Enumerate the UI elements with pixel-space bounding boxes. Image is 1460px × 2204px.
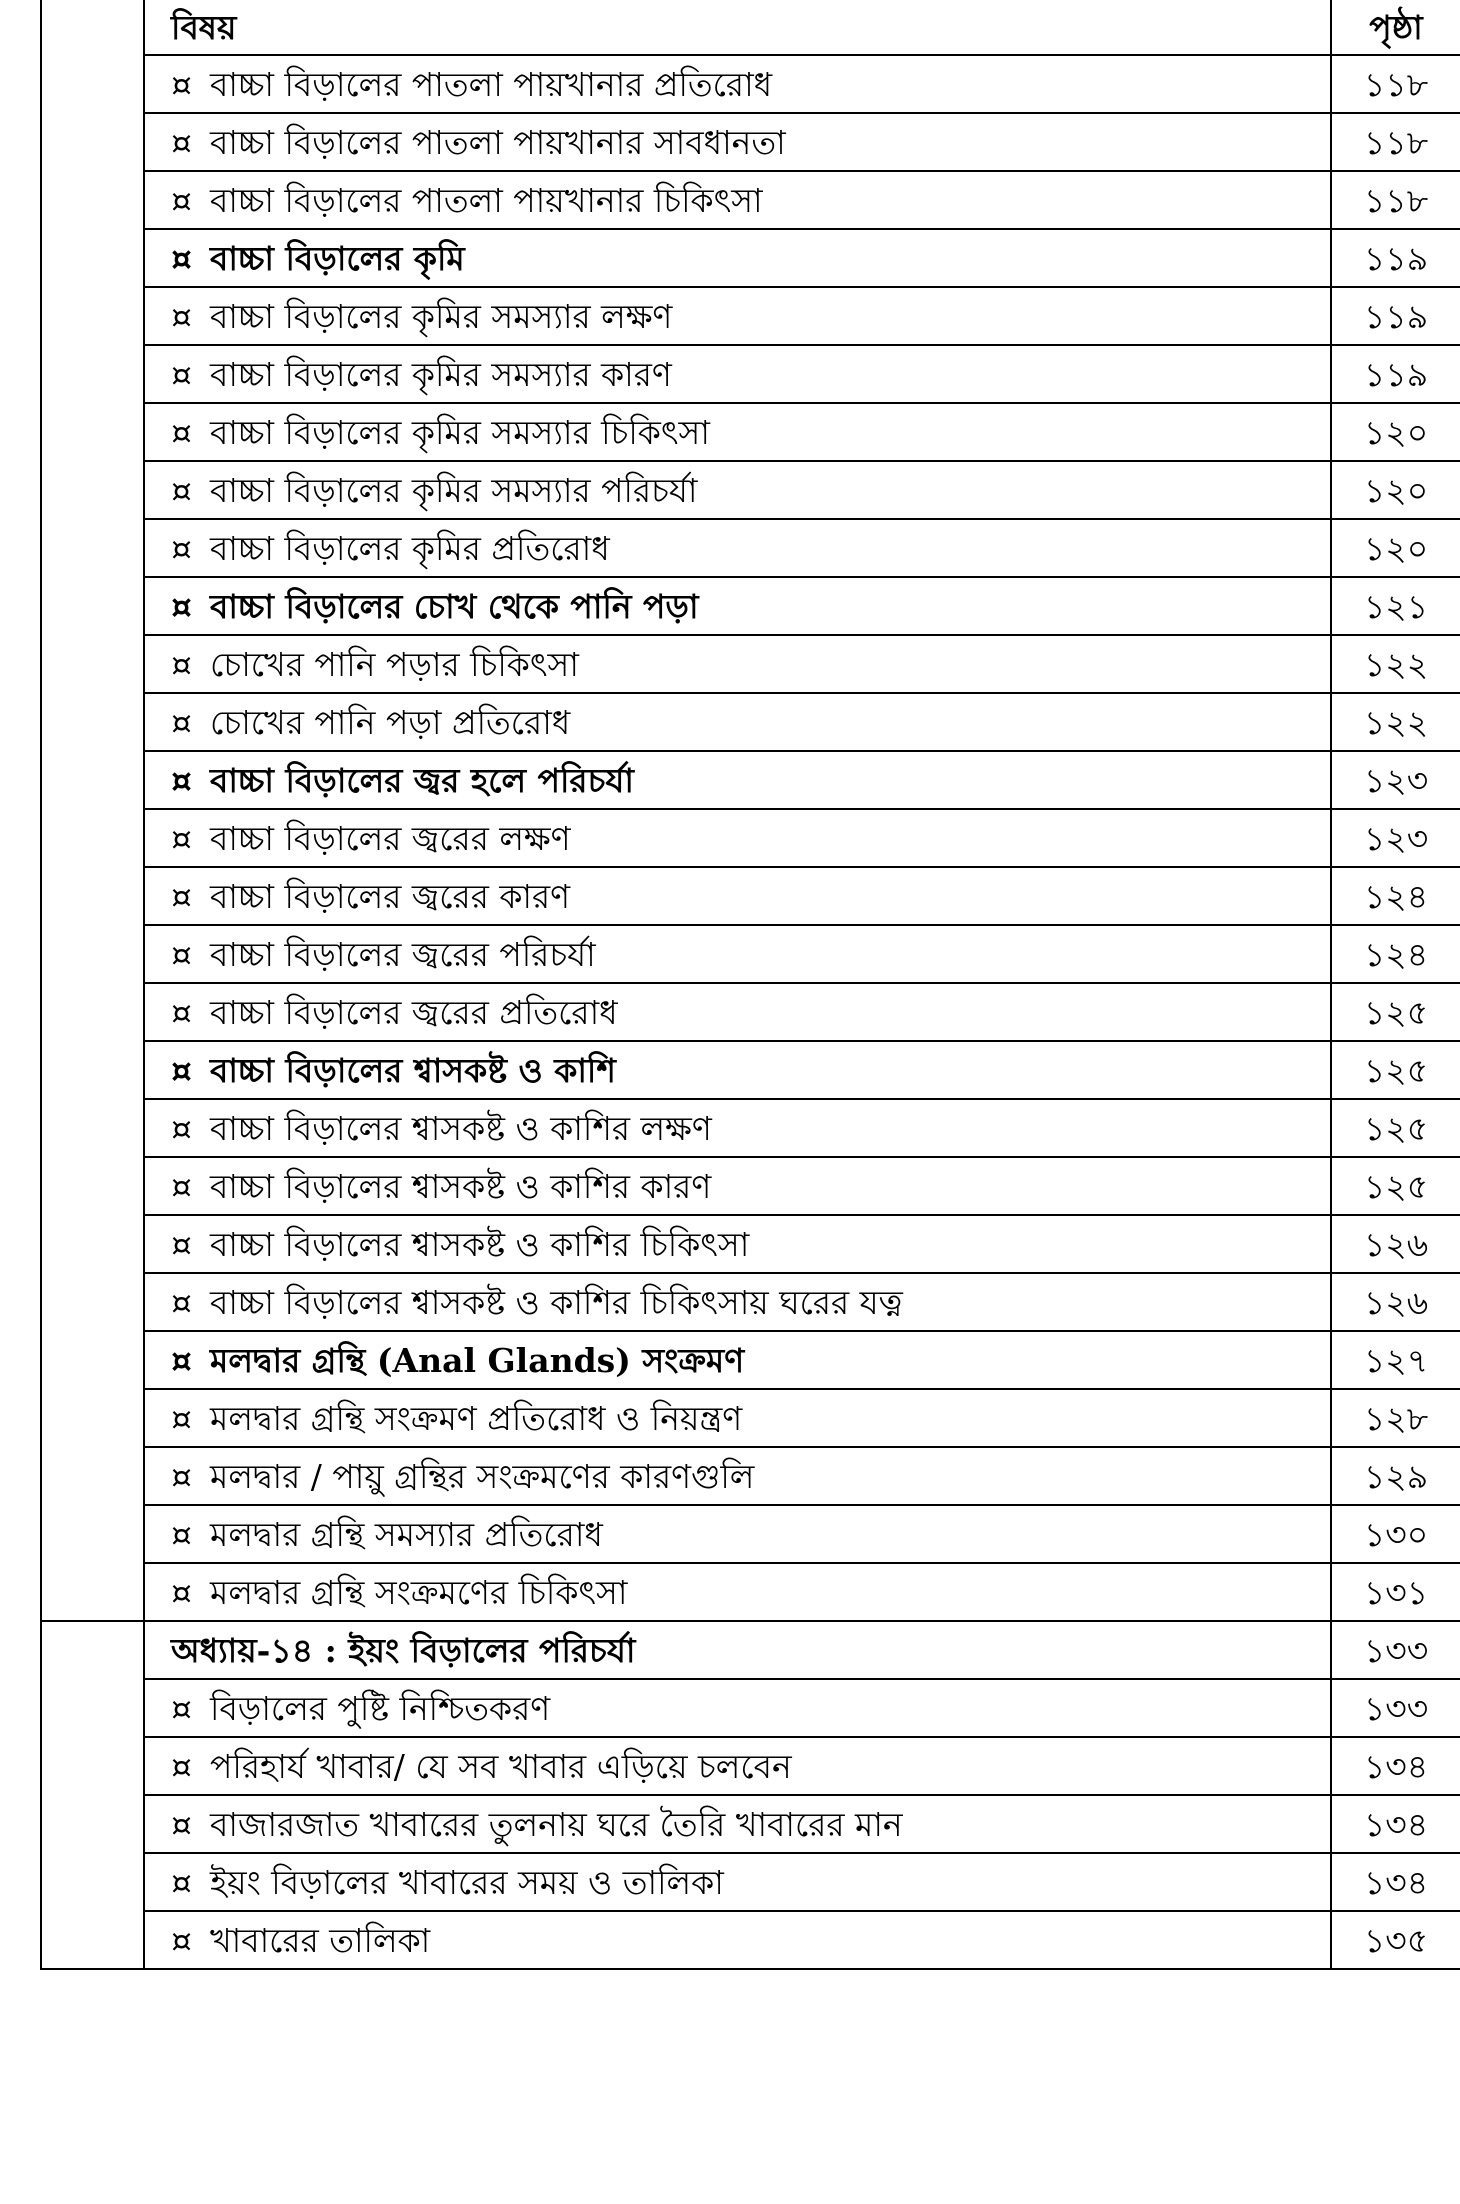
empty-cell <box>41 809 144 867</box>
page-number: ১২৪ <box>1331 867 1460 925</box>
empty-cell <box>41 1737 144 1795</box>
toc-row <box>41 55 1460 113</box>
topic-cell <box>144 1795 1331 1853</box>
toc-row <box>41 983 1460 1041</box>
bullet-icon: ¤ <box>171 296 192 336</box>
bullet-icon: ¤ <box>171 1746 192 1786</box>
bullet-icon: ¤ <box>171 1398 192 1438</box>
page-number: ১২২ <box>1331 635 1460 693</box>
toc-row <box>41 693 1460 751</box>
topic-cell <box>144 55 1331 113</box>
topic-cell <box>144 229 1331 287</box>
topic-cell <box>144 751 1331 809</box>
toc-row <box>41 1447 1460 1505</box>
topic-text: বাচ্চা বিড়ালের কৃমি <box>210 238 465 278</box>
bullet-icon: ¤ <box>171 354 192 394</box>
topic-cell <box>144 1157 1331 1215</box>
topic-cell <box>144 925 1331 983</box>
bullet-icon: ¤ <box>171 238 192 278</box>
toc-row <box>41 1679 1460 1737</box>
page-number: ১২৫ <box>1331 1157 1460 1215</box>
page-number: ১৩৪ <box>1331 1853 1460 1911</box>
empty-cell <box>41 287 144 345</box>
topic-text: বাচ্চা বিড়ালের শ্বাসকষ্ট ও কাশির চিকিৎসায় ঘরের যত্ন <box>210 1282 903 1322</box>
page-number: ১৩৪ <box>1331 1737 1460 1795</box>
topic-text: বাচ্চা বিড়ালের কৃমির সমস্যার পরিচর্যা <box>210 470 698 510</box>
topic-cell <box>144 171 1331 229</box>
empty-cell <box>41 1679 144 1737</box>
page-number: ১২৪ <box>1331 925 1460 983</box>
topic-cell <box>144 1911 1331 1969</box>
bullet-icon: ¤ <box>171 818 192 858</box>
empty-cell <box>41 1621 144 1679</box>
bullet-icon: ¤ <box>171 1514 192 1554</box>
topic-text: চোখের পানি পড়া প্রতিরোধ <box>210 702 571 742</box>
bullet-icon: ¤ <box>171 1804 192 1844</box>
bullet-icon: ¤ <box>171 122 192 162</box>
bullet-icon: ¤ <box>171 1920 192 1960</box>
toc-table <box>40 0 1460 1970</box>
topic-cell <box>144 635 1331 693</box>
empty-cell <box>41 171 144 229</box>
page-number: ১২৫ <box>1331 1099 1460 1157</box>
empty-cell <box>41 519 144 577</box>
topic-cell <box>144 1041 1331 1099</box>
empty-cell <box>41 345 144 403</box>
topic-text: বাচ্চা বিড়ালের কৃমির প্রতিরোধ <box>210 528 610 568</box>
topic-cell <box>144 1505 1331 1563</box>
topic-text: বাচ্চা বিড়ালের জ্বর হলে পরিচর্যা <box>210 760 634 800</box>
topic-cell <box>144 519 1331 577</box>
toc-row <box>41 171 1460 229</box>
topic-text: বাজারজাত খাবারের তুলনায় ঘরে তৈরি খাবারের মান <box>210 1804 903 1844</box>
toc-row <box>41 519 1460 577</box>
bullet-icon: ¤ <box>171 1282 192 1322</box>
page-number: ১২৫ <box>1331 1041 1460 1099</box>
empty-cell <box>41 1447 144 1505</box>
toc-row <box>41 461 1460 519</box>
topic-text: বাচ্চা বিড়ালের জ্বরের লক্ষণ <box>210 818 571 858</box>
toc-body <box>41 0 1460 1969</box>
topic-header: বিষয় <box>144 0 1331 55</box>
topic-text: বাচ্চা বিড়ালের জ্বরের পরিচর্যা <box>210 934 596 974</box>
bullet-icon: ¤ <box>171 702 192 742</box>
empty-cell <box>41 1563 144 1621</box>
bullet-icon: ¤ <box>171 1166 192 1206</box>
topic-cell <box>144 867 1331 925</box>
toc-row <box>41 287 1460 345</box>
topic-text: বাচ্চা বিড়ালের শ্বাসকষ্ট ও কাশির কারণ <box>210 1166 712 1206</box>
page-number: ১৩৫ <box>1331 1911 1460 1969</box>
toc-row <box>41 635 1460 693</box>
chapter-title: অধ্যায়-১৪ : ইয়ং বিড়ালের পরিচর্যা <box>144 1621 1331 1679</box>
toc-row <box>41 1157 1460 1215</box>
topic-cell <box>144 983 1331 1041</box>
topic-cell <box>144 1737 1331 1795</box>
empty-cell <box>41 751 144 809</box>
toc-row <box>41 1331 1460 1389</box>
topic-text: বিড়ালের পুষ্টি নিশ্চিতকরণ <box>210 1688 551 1728</box>
toc-row <box>41 1389 1460 1447</box>
empty-cell <box>41 55 144 113</box>
topic-cell <box>144 403 1331 461</box>
empty-cell <box>41 403 144 461</box>
empty-cell <box>41 1795 144 1853</box>
toc-row <box>41 1737 1460 1795</box>
empty-cell <box>41 1215 144 1273</box>
topic-text: বাচ্চা বিড়ালের শ্বাসকষ্ট ও কাশি <box>210 1050 616 1090</box>
topic-text: মলদ্বার গ্রন্থি সংক্রমণের চিকিৎসা <box>210 1572 628 1612</box>
toc-row <box>41 1563 1460 1621</box>
topic-text: বাচ্চা বিড়ালের শ্বাসকষ্ট ও কাশির লক্ষণ <box>210 1108 712 1148</box>
bullet-icon: ¤ <box>171 760 192 800</box>
topic-text: পরিহার্য খাবার/ যে সব খাবার এড়িয়ে চলবেন <box>210 1746 792 1786</box>
topic-text: মলদ্বার গ্রন্থি (Anal Glands) সংক্রমণ <box>210 1340 745 1380</box>
toc-row <box>41 1099 1460 1157</box>
empty-cell <box>41 229 144 287</box>
toc-row <box>41 1505 1460 1563</box>
page-number: ১২৫ <box>1331 983 1460 1041</box>
topic-text: বাচ্চা বিড়ালের শ্বাসকষ্ট ও কাশির চিকিৎসা <box>210 1224 750 1264</box>
chapter-row <box>41 1621 1460 1679</box>
topic-cell <box>144 1273 1331 1331</box>
topic-text: বাচ্চা বিড়ালের কৃমির সমস্যার লক্ষণ <box>210 296 673 336</box>
topic-cell <box>144 1447 1331 1505</box>
toc-row <box>41 1215 1460 1273</box>
topic-cell <box>144 693 1331 751</box>
page-number: ১২১ <box>1331 577 1460 635</box>
empty-cell <box>41 635 144 693</box>
empty-cell <box>41 461 144 519</box>
empty-cell <box>41 1041 144 1099</box>
empty-cell <box>41 1273 144 1331</box>
bullet-icon: ¤ <box>171 644 192 684</box>
bullet-icon: ¤ <box>171 1456 192 1496</box>
topic-cell <box>144 577 1331 635</box>
topic-cell <box>144 1679 1331 1737</box>
bullet-icon: ¤ <box>171 934 192 974</box>
bullet-icon: ¤ <box>171 1688 192 1728</box>
topic-text: বাচ্চা বিড়ালের পাতলা পায়খানার প্রতিরোধ <box>210 64 773 104</box>
empty-cell <box>41 1099 144 1157</box>
page-number: ১৩৩ <box>1331 1621 1460 1679</box>
empty-cell <box>41 0 144 55</box>
topic-cell <box>144 287 1331 345</box>
empty-cell <box>41 1157 144 1215</box>
toc-row <box>41 867 1460 925</box>
page-number: ১২৬ <box>1331 1215 1460 1273</box>
empty-cell <box>41 577 144 635</box>
topic-cell <box>144 461 1331 519</box>
bullet-icon: ¤ <box>171 64 192 104</box>
topic-text: খাবারের তালিকা <box>210 1920 431 1960</box>
page-number: ১২২ <box>1331 693 1460 751</box>
toc-row <box>41 1911 1460 1969</box>
page-number: ১২৩ <box>1331 809 1460 867</box>
page-number: ১১৯ <box>1331 345 1460 403</box>
topic-text: বাচ্চা বিড়ালের জ্বরের প্রতিরোধ <box>210 992 618 1032</box>
topic-text: মলদ্বার গ্রন্থি সংক্রমণ প্রতিরোধ ও নিয়ন্ত্রণ <box>210 1398 743 1438</box>
toc-row <box>41 345 1460 403</box>
empty-cell <box>41 113 144 171</box>
page-number: ১১৯ <box>1331 287 1460 345</box>
empty-cell <box>41 925 144 983</box>
empty-cell <box>41 983 144 1041</box>
page-number: ১৩০ <box>1331 1505 1460 1563</box>
topic-text: বাচ্চা বিড়ালের জ্বরের কারণ <box>210 876 571 916</box>
bullet-icon: ¤ <box>171 1340 192 1380</box>
toc-row <box>41 1795 1460 1853</box>
empty-cell <box>41 1911 144 1969</box>
page-number: ১২০ <box>1331 403 1460 461</box>
topic-text: বাচ্চা বিড়ালের কৃমির সমস্যার চিকিৎসা <box>210 412 710 452</box>
topic-text: বাচ্চা বিড়ালের কৃমির সমস্যার কারণ <box>210 354 672 394</box>
empty-cell <box>41 1389 144 1447</box>
page-number: ১২০ <box>1331 461 1460 519</box>
page-header: পৃষ্ঠা <box>1331 0 1460 55</box>
topic-cell <box>144 1099 1331 1157</box>
topic-text: ইয়ং বিড়ালের খাবারের সময় ও তালিকা <box>210 1862 724 1902</box>
topic-cell <box>144 1331 1331 1389</box>
bullet-icon: ¤ <box>171 1862 192 1902</box>
toc-row <box>41 925 1460 983</box>
toc-header-row <box>41 0 1460 55</box>
page-number: ১২০ <box>1331 519 1460 577</box>
empty-cell <box>41 1331 144 1389</box>
empty-cell <box>41 693 144 751</box>
topic-text: বাচ্চা বিড়ালের পাতলা পায়খানার সাবধানতা <box>210 122 786 162</box>
toc-row <box>41 113 1460 171</box>
topic-cell <box>144 1215 1331 1273</box>
page-number: ১২৭ <box>1331 1331 1460 1389</box>
bullet-icon: ¤ <box>171 412 192 452</box>
page-number: ১২৩ <box>1331 751 1460 809</box>
toc-row <box>41 1273 1460 1331</box>
toc-row <box>41 403 1460 461</box>
topic-cell <box>144 809 1331 867</box>
page-number: ১১৮ <box>1331 113 1460 171</box>
page-number: ১২৮ <box>1331 1389 1460 1447</box>
topic-text: চোখের পানি পড়ার চিকিৎসা <box>210 644 579 684</box>
empty-cell <box>41 1853 144 1911</box>
toc-row <box>41 809 1460 867</box>
bullet-icon: ¤ <box>171 992 192 1032</box>
bullet-icon: ¤ <box>171 1108 192 1148</box>
topic-cell <box>144 345 1331 403</box>
topic-cell <box>144 1563 1331 1621</box>
topic-cell <box>144 1853 1331 1911</box>
bullet-icon: ¤ <box>171 1224 192 1264</box>
toc-row <box>41 751 1460 809</box>
topic-text: মলদ্বার / পায়ু গ্রন্থির সংক্রমণের কারণগুলি <box>210 1456 755 1496</box>
bullet-icon: ¤ <box>171 1050 192 1090</box>
page-number: ১২৯ <box>1331 1447 1460 1505</box>
bullet-icon: ¤ <box>171 528 192 568</box>
page-number: ১১৮ <box>1331 55 1460 113</box>
topic-text: বাচ্চা বিড়ালের চোখ থেকে পানি পড়া <box>210 586 699 626</box>
topic-text: বাচ্চা বিড়ালের পাতলা পায়খানার চিকিৎসা <box>210 180 763 220</box>
bullet-icon: ¤ <box>171 180 192 220</box>
bullet-icon: ¤ <box>171 586 192 626</box>
topic-cell <box>144 113 1331 171</box>
toc-row <box>41 1853 1460 1911</box>
bullet-icon: ¤ <box>171 470 192 510</box>
page-number: ১১৯ <box>1331 229 1460 287</box>
toc-row <box>41 229 1460 287</box>
topic-text: মলদ্বার গ্রন্থি সমস্যার প্রতিরোধ <box>210 1514 603 1554</box>
page-number: ১২৬ <box>1331 1273 1460 1331</box>
empty-cell <box>41 1505 144 1563</box>
bullet-icon: ¤ <box>171 876 192 916</box>
bullet-icon: ¤ <box>171 1572 192 1612</box>
page-number: ১৩৩ <box>1331 1679 1460 1737</box>
page-number: ১৩১ <box>1331 1563 1460 1621</box>
page-number: ১১৮ <box>1331 171 1460 229</box>
toc-row <box>41 577 1460 635</box>
toc-row <box>41 1041 1460 1099</box>
page-number: ১৩৪ <box>1331 1795 1460 1853</box>
topic-cell <box>144 1389 1331 1447</box>
empty-cell <box>41 867 144 925</box>
